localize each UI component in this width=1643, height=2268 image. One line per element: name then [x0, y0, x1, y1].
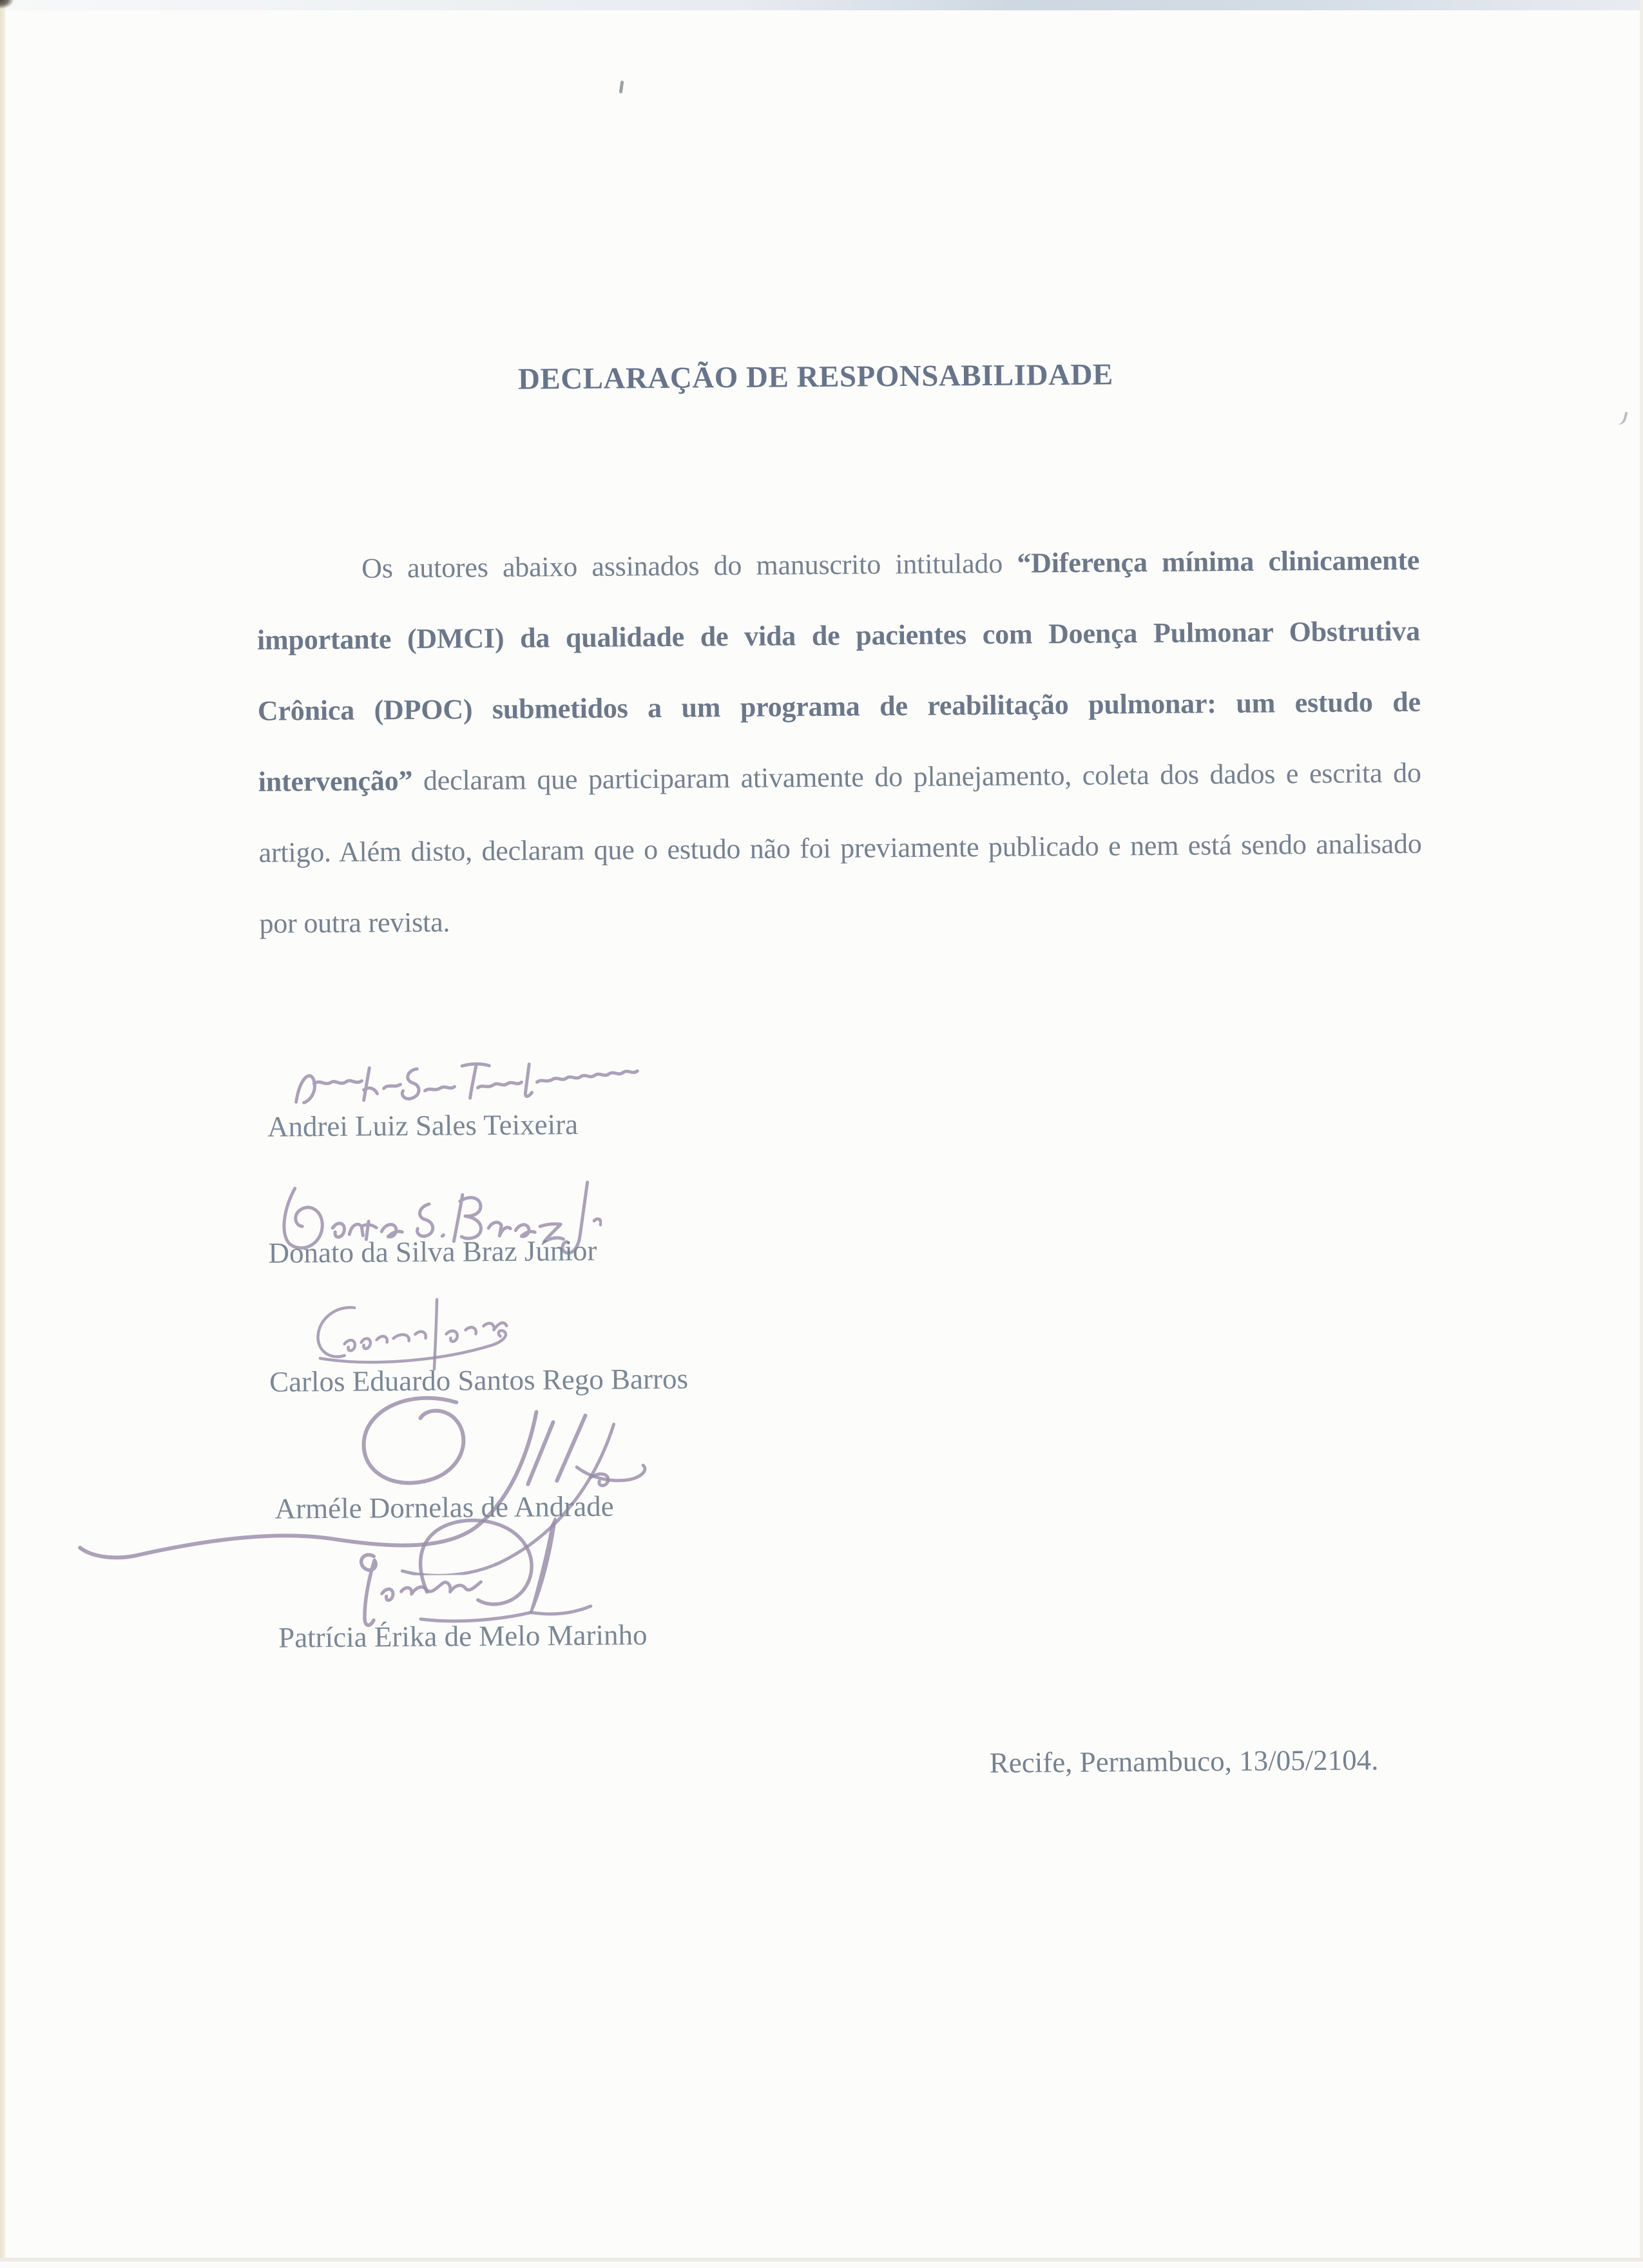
typed-name-patricia: Patrícia Érika de Melo Marinho [278, 1619, 648, 1654]
manuscript-title-bold: “Diferença mínima clinicamente importante (DMCI) da qualidade de vida de pacientes com Doença Pulmonar Obstrutiva Crônica (DPOC) submetidos a um programa de reabilitação pulmonar: um estudo de intervenção” [256, 544, 1421, 798]
signature-carlos-ink [309, 1298, 529, 1374]
scan-edge-right [1640, 0, 1643, 2262]
signature-andrei-ink [289, 1059, 651, 1113]
typed-name-donato: Donato da Silva Braz Júnior [268, 1234, 597, 1269]
signature-patricia-ink [341, 1515, 593, 1629]
scan-edge-top [0, 0, 1643, 10]
paragraph-segment-1: Os autores abaixo assinados do manuscrito intitulado [361, 547, 1017, 584]
document-title: DECLARAÇÃO DE RESPONSABILIDADE [517, 358, 1113, 396]
paragraph-segment-3: declaram que participaram ativamente do planejamento, coleta dos dados e escrita do artigo. Além disto, declaram que o estudo não foi previamente publicado e nem está sendo analisado por outra revista. [258, 756, 1422, 939]
typed-name-carlos: Carlos Eduardo Santos Rego Barros [269, 1362, 689, 1398]
typed-name-armele: Arméle Dornelas de Andrade [274, 1490, 614, 1525]
place-date: Recife, Pernambuco, 13/05/2104. [989, 1744, 1379, 1779]
scan-edge-bottom [0, 2258, 1643, 2262]
scan-edge-left [0, 0, 5, 2262]
declaration-paragraph [256, 525, 1423, 959]
typed-name-andrei: Andrei Luiz Sales Teixeira [267, 1108, 579, 1143]
